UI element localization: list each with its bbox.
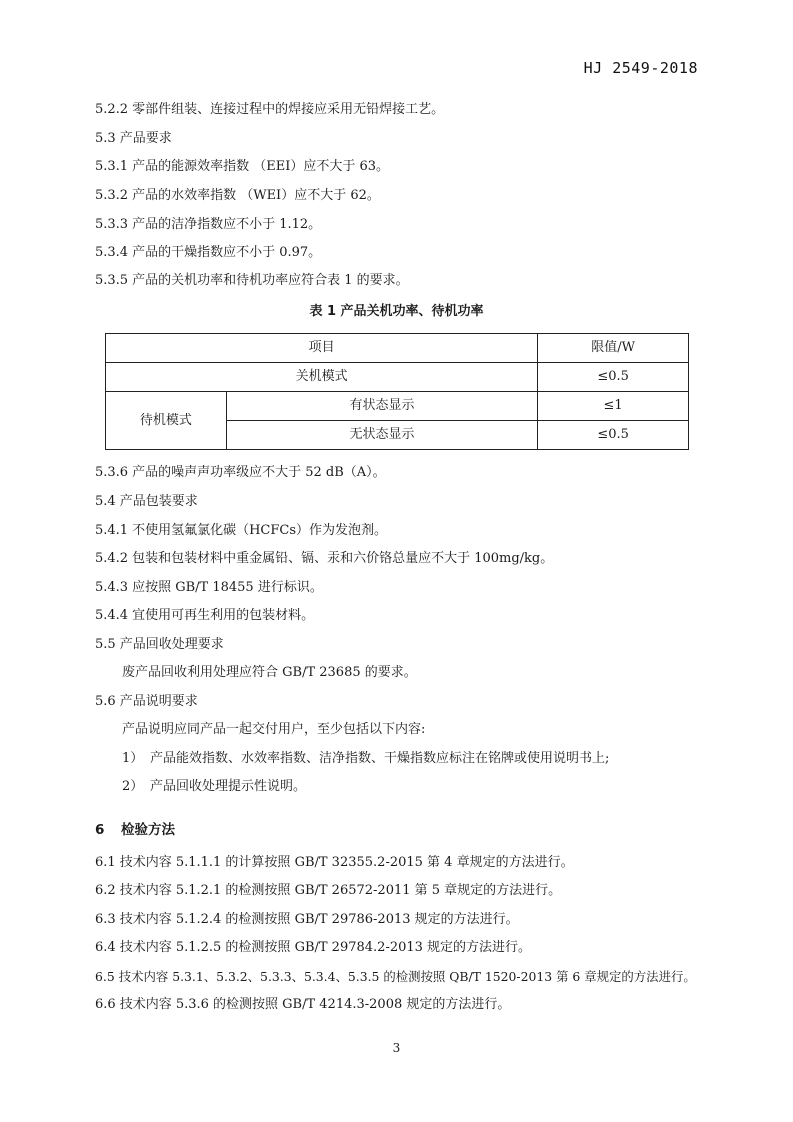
clause-number: 5.5 bbox=[95, 637, 116, 652]
section-6-heading bbox=[95, 821, 175, 839]
clause-number: 5.3 bbox=[95, 131, 116, 146]
standby-mode-label: 待机模式 bbox=[106, 392, 227, 450]
clause-5-4-2 bbox=[95, 550, 553, 568]
clause-number: 5.3.5 bbox=[95, 273, 129, 288]
off-mode-value: ≤0.5 bbox=[538, 363, 689, 392]
list-number: 1） bbox=[122, 751, 144, 766]
clause-number: 6.4 bbox=[95, 940, 116, 955]
manual-intro: 产品说明应同产品一起交付用户，至少包括以下内容: bbox=[122, 722, 426, 737]
clause-number: 5.4.2 bbox=[95, 551, 129, 566]
clause-5-5 bbox=[95, 636, 224, 654]
clause-number: 5.3.6 bbox=[95, 465, 129, 480]
clause-text: 产品的水效率指数 （WEI）应不大于 62。 bbox=[132, 188, 380, 203]
standard-code: HJ 2549-2018 bbox=[583, 59, 698, 77]
clause-number: 5.4.4 bbox=[95, 608, 129, 623]
clause-6-4 bbox=[95, 939, 531, 957]
clause-5-4-1 bbox=[95, 522, 387, 540]
clause-number: 6.6 bbox=[95, 997, 116, 1012]
list-number: 2） bbox=[122, 779, 144, 794]
clause-6-3 bbox=[95, 911, 519, 929]
clause-5-2-2 bbox=[95, 101, 444, 119]
power-table bbox=[105, 333, 689, 450]
clause-6-1 bbox=[95, 854, 574, 872]
clause-5-3-2 bbox=[95, 187, 380, 205]
table-row bbox=[106, 392, 689, 421]
off-mode-label: 关机模式 bbox=[106, 363, 538, 392]
clause-6-2 bbox=[95, 882, 561, 900]
clause-text: 技术内容 5.3.1、5.3.2、5.3.3、5.3.4、5.3.5 的检测按照 QB/T 1520-2013 第 6 章规定的方法进行。 bbox=[118, 969, 696, 984]
table-header-row bbox=[106, 334, 689, 363]
clause-text: 技术内容 5.1.2.5 的检测按照 GB/T 29784.2-2013 规定的方法进行。 bbox=[119, 940, 532, 955]
clause-number: 5.3.3 bbox=[95, 217, 129, 232]
header-item: 项目 bbox=[106, 334, 538, 363]
clause-text: 产品的干燥指数应不小于 0.97。 bbox=[132, 245, 322, 260]
clause-text: 产品的洁净指数应不小于 1.12。 bbox=[132, 217, 322, 232]
clause-number: 6.1 bbox=[95, 855, 116, 870]
standby-no-display-label: 无状态显示 bbox=[226, 421, 537, 450]
clause-text: 不使用氢氟氯化碳（HCFCs）作为发泡剂。 bbox=[132, 523, 388, 538]
clause-5-4-3 bbox=[95, 579, 323, 597]
list-text: 产品能效指数、水效率指数、洁净指数、干燥指数应标注在铭牌或使用说明书上; bbox=[150, 751, 610, 766]
clause-text: 产品的噪声声功率级应不大于 52 dB（A）。 bbox=[132, 465, 386, 480]
clause-6-6 bbox=[95, 996, 510, 1014]
section-title: 检验方法 bbox=[121, 822, 175, 838]
standby-no-display-value: ≤0.5 bbox=[538, 421, 689, 450]
table-row bbox=[106, 363, 689, 392]
clause-number: 5.3.1 bbox=[95, 159, 129, 174]
header-limit: 限值/W bbox=[538, 334, 689, 363]
clause-5-3-6 bbox=[95, 464, 386, 482]
list-text: 产品回收处理提示性说明。 bbox=[150, 779, 307, 794]
clause-5-3-5 bbox=[95, 272, 409, 290]
standby-with-display-label: 有状态显示 bbox=[226, 392, 537, 421]
clause-number: 5.6 bbox=[95, 694, 116, 709]
clause-text: 应按照 GB/T 18455 进行标识。 bbox=[132, 580, 323, 595]
clause-text: 零部件组装、连接过程中的焊接应采用无铅焊接工艺。 bbox=[132, 102, 445, 117]
clause-number: 5.3.2 bbox=[95, 188, 129, 203]
clause-5-4 bbox=[95, 493, 198, 511]
clause-number: 5.4.1 bbox=[95, 523, 129, 538]
clause-text: 宜使用可再生利用的包装材料。 bbox=[132, 608, 315, 623]
clause-5-4-4 bbox=[95, 607, 314, 625]
clause-text: 技术内容 5.1.2.4 的检测按照 GB/T 29786-2013 规定的方法进行。 bbox=[119, 912, 519, 927]
clause-text: 产品要求 bbox=[119, 131, 172, 146]
clause-number: 6.3 bbox=[95, 912, 116, 927]
clause-text: 产品包装要求 bbox=[119, 494, 198, 509]
clause-5-3-1 bbox=[95, 158, 389, 176]
clause-5-6 bbox=[95, 693, 198, 711]
clause-text: 产品回收处理要求 bbox=[119, 637, 224, 652]
clause-5-3-3 bbox=[95, 216, 321, 234]
clause-number: 5.2.2 bbox=[95, 102, 129, 117]
clause-text: 产品的能源效率指数 （EEI）应不大于 63。 bbox=[132, 159, 389, 174]
clause-text: 产品说明要求 bbox=[119, 694, 198, 709]
clause-text: 技术内容 5.1.2.1 的检测按照 GB/T 26572-2011 第 5 章规定的方法进行。 bbox=[119, 883, 562, 898]
recycle-requirement: 废产品回收利用处理应符合 GB/T 23685 的要求。 bbox=[122, 665, 417, 680]
clause-5-3 bbox=[95, 130, 172, 148]
clause-number: 5.4.3 bbox=[95, 580, 129, 595]
list-item bbox=[122, 750, 609, 768]
page-number: 3 bbox=[392, 1041, 401, 1055]
table-caption: 表 1 产品关机功率、待机功率 bbox=[309, 304, 484, 319]
clause-number: 6.2 bbox=[95, 883, 116, 898]
clause-number: 5.4 bbox=[95, 494, 116, 509]
clause-text: 包装和包装材料中重金属铅、镉、汞和六价铬总量应不大于 100mg/kg。 bbox=[132, 551, 554, 566]
clause-6-5 bbox=[95, 968, 696, 986]
clause-5-3-4 bbox=[95, 244, 321, 262]
clause-number: 5.3.4 bbox=[95, 245, 129, 260]
standby-with-display-value: ≤1 bbox=[538, 392, 689, 421]
clause-number: 6.5 bbox=[95, 969, 115, 984]
section-number: 6 bbox=[95, 822, 105, 838]
clause-text: 产品的关机功率和待机功率应符合表 1 的要求。 bbox=[132, 273, 409, 288]
list-item bbox=[122, 778, 306, 796]
clause-text: 技术内容 5.3.6 的检测按照 GB/T 4214.3-2008 规定的方法进行。 bbox=[119, 997, 511, 1012]
clause-text: 技术内容 5.1.1.1 的计算按照 GB/T 32355.2-2015 第 4 章规定的方法进行。 bbox=[119, 855, 574, 870]
